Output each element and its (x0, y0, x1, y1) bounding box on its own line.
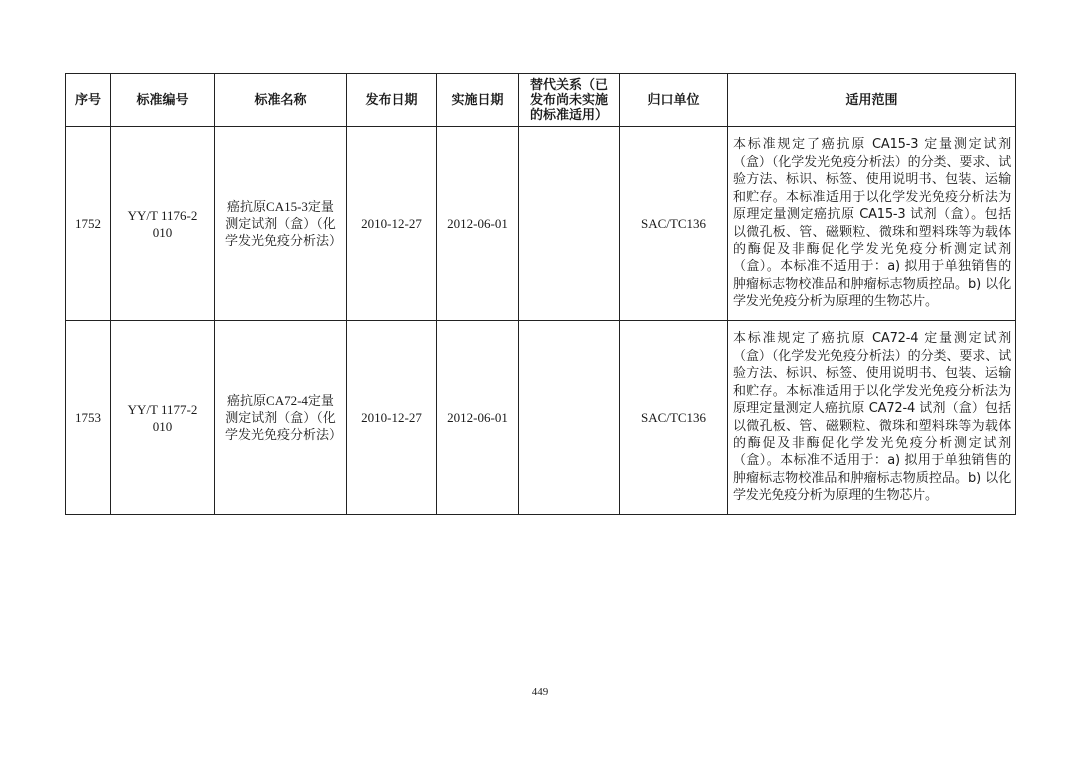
cell-seq: 1752 (66, 127, 111, 321)
cell-implement-date: 2012-06-01 (437, 127, 519, 321)
header-row (66, 74, 1016, 127)
cell-code: YY/T 1177-2010 (111, 321, 215, 515)
cell-unit: SAC/TC136 (620, 127, 728, 321)
cell-unit: SAC/TC136 (620, 321, 728, 515)
header-unit: 归口单位 (620, 74, 728, 127)
page-number: 449 (531, 686, 549, 698)
header-scope: 适用范围 (728, 74, 1016, 127)
cell-scope: 本标准规定了癌抗原 CA72-4 定量测定试剂（盒）（化学发光免疫分析法）的分类、要求、试验方法、标识、标签、使用说明书、包装、运输和贮存。本标准适用于以化学发光免疫分析法为原理定量测定人癌抗原 CA72-4 试剂（盒）包括以微孔板、管、磁颗粒、微珠和塑料珠等为载体的酶促及非酶促化学发光免疫分析测定试剂（盒）。本标准不适用于：a) 拟用于单独销售的肿瘤标志物校准品和肿瘤标志物质控品。b) 以化学发光免疫分析为原理的生物芯片。 (728, 321, 1016, 515)
header-implement-date: 实施日期 (437, 74, 519, 127)
header-seq: 序号 (66, 74, 111, 127)
cell-replace (519, 127, 620, 321)
header-replace: 替代关系（已发布尚未实施的标准适用） (519, 74, 620, 127)
cell-name: 癌抗原CA72-4定量测定试剂（盒）（化学发光免疫分析法） (215, 321, 347, 515)
table-row (66, 321, 1016, 515)
cell-seq: 1753 (66, 321, 111, 515)
standards-table (65, 73, 1016, 515)
table-row (66, 127, 1016, 321)
cell-publish-date: 2010-12-27 (347, 321, 437, 515)
cell-scope: 本标准规定了癌抗原 CA15-3 定量测定试剂（盒）（化学发光免疫分析法）的分类、要求、试验方法、标识、标签、使用说明书、包装、运输和贮存。本标准适用于以化学发光免疫分析法为原理定量测定癌抗原 CA15-3 试剂（盒）。包括以微孔板、管、磁颗粒、微珠和塑料珠等为载体的酶促及非酶促化学发光免疫分析测定试剂（盒）。本标准不适用于：a) 拟用于单独销售的肿瘤标志物校准品和肿瘤标志物质控品。b) 以化学发光免疫分析为原理的生物芯片。 (728, 127, 1016, 321)
cell-implement-date: 2012-06-01 (437, 321, 519, 515)
cell-publish-date: 2010-12-27 (347, 127, 437, 321)
header-publish-date: 发布日期 (347, 74, 437, 127)
cell-code: YY/T 1176-2010 (111, 127, 215, 321)
header-code: 标准编号 (111, 74, 215, 127)
cell-name: 癌抗原CA15-3定量测定试剂（盒）（化学发光免疫分析法） (215, 127, 347, 321)
header-name: 标准名称 (215, 74, 347, 127)
cell-replace (519, 321, 620, 515)
